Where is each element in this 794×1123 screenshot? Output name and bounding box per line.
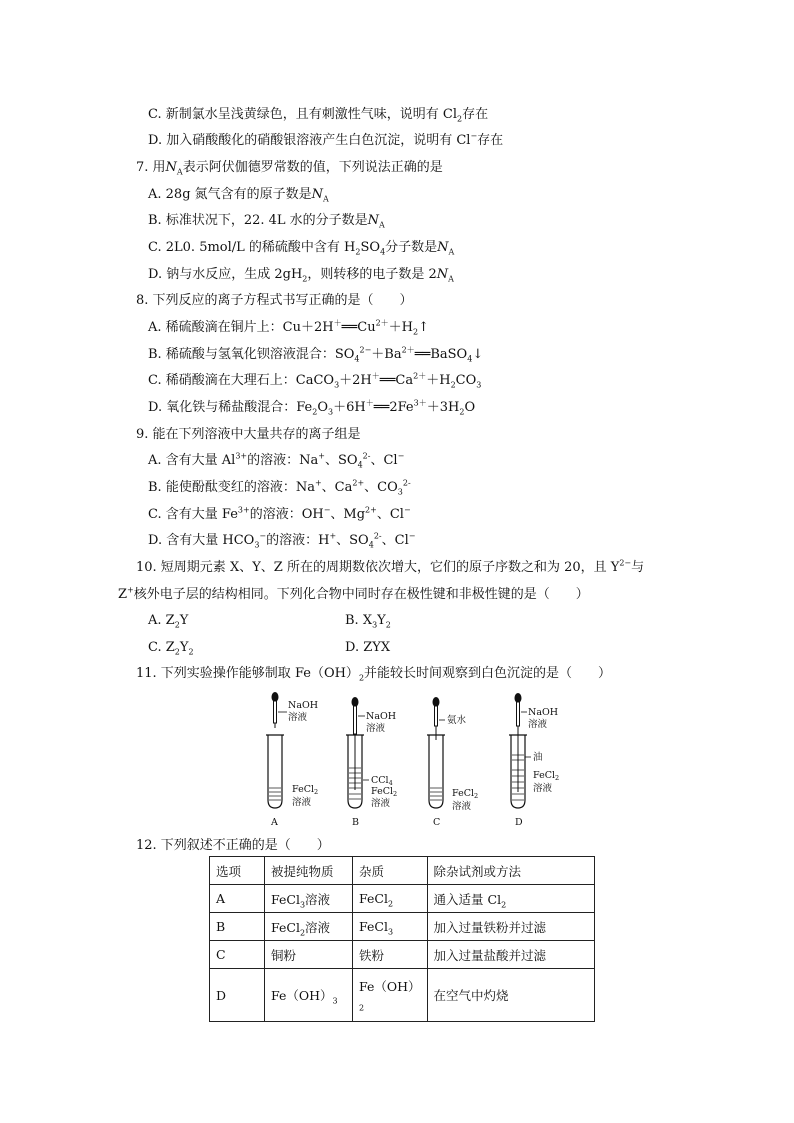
fig-b-solution: 溶液 <box>371 798 391 809</box>
q6-option-d: D. 加入硝酸酸化的硝酸银溶液产生白色沉淀，说明有 Cl−存在 <box>148 131 504 148</box>
apparatus-c <box>427 697 478 828</box>
apparatus-b <box>346 697 397 828</box>
q6-option-c: C. 新制氯水呈浅黄绿色，且有刺激性气味，说明有 $Cl_2$存在 <box>148 107 489 124</box>
q10-option-b: B. $X_3Y_2$ <box>345 613 391 630</box>
row-d-option: D <box>210 969 265 1022</box>
q7-option-c: C. 2L0. 5mol/L 的稀硫酸中含有 $H_2SO_4$分子数是$N_A$ <box>148 240 455 257</box>
q7-stem: 7. 用$N_A$表示阿伏伽德罗常数的值，下列说法正确的是 <box>136 160 443 177</box>
apparatus-d <box>509 693 559 828</box>
table-row <box>210 913 595 941</box>
row-c-substance: 铜粉 <box>265 941 353 969</box>
header-method: 除杂试剂或方法 <box>427 857 594 885</box>
fig-c-solution: 溶液 <box>452 801 472 812</box>
fig-d-solution: 溶液 <box>533 783 553 794</box>
header-option: 选项 <box>210 857 265 885</box>
header-substance: 被提纯物质 <box>265 857 353 885</box>
row-b-impurity: FeCl$_3$ <box>353 913 428 941</box>
fig-b-ccl4: CCl$_4$ <box>371 775 393 787</box>
fig-b-reagent-solution: 溶液 <box>366 723 386 734</box>
row-c-option: C <box>210 941 265 969</box>
q10-option-a: A. $Z_2Y$ <box>148 613 189 630</box>
impurity-removal-table <box>209 856 595 1022</box>
q8-option-a: A. 稀硫酸滴在铜片上：$Cu+2H^+══Cu^{2+}+H_2↑$ <box>148 318 430 337</box>
fig-c-ammonia: 氨水 <box>447 715 467 726</box>
table-row <box>210 885 595 913</box>
row-a-method: 通入适量 $Cl_2$ <box>427 885 594 913</box>
q8-option-d: D. 氧化铁与稀盐酸混合：$Fe_2O_3+6H^+══2Fe^{3+}+3H_2O$ <box>148 398 476 417</box>
q9-option-b: B. 能使酚酞变红的溶液：Na+、$Ca^{2+}$、$CO_3^{2-}$ <box>148 478 411 497</box>
row-b-method: 加入过量铁粉并过滤 <box>427 913 594 941</box>
fig-a-solution: 溶液 <box>292 797 312 808</box>
row-c-impurity: 铁粉 <box>353 941 428 969</box>
row-a-option: A <box>210 885 265 913</box>
fig-d-fecl2: FeCl$_2$ <box>533 770 560 782</box>
row-b-option: B <box>210 913 265 941</box>
table-row <box>210 941 595 969</box>
q8-option-b: B. 稀硫酸与氢氧化钡溶液混合：$SO_4^{2-}+Ba^{2+}══BaSO_4↓$ <box>148 345 484 364</box>
q9-option-a: A. 含有大量 $Al^{3+}$的溶液：Na+、$SO_4^{2-}$、Cl− <box>148 451 405 470</box>
fig-label-d: D <box>515 817 523 828</box>
q7-option-a: A. 28g 氮气含有的原子数是$N_A$ <box>148 187 329 204</box>
row-c-method: 加入过量盐酸并过滤 <box>427 941 594 969</box>
fig-label-a: A <box>271 817 278 828</box>
q12-stem: 12. 下列叙述不正确的是（ ） <box>136 838 330 853</box>
row-a-substance: FeCl$_3$溶液 <box>265 885 353 913</box>
q11-stem: 11. 下列实验操作能够制取 $Fe(OH)_2$并能较长时间观察到白色沉淀的是（ ） <box>136 666 612 683</box>
q9-stem: 9. 能在下列溶液中大量共存的离子组是 <box>136 427 361 442</box>
q10-stem-line2: Z+核外电子层的结构相同。下列化合物中同时存在极性键和非极性键的是（ ） <box>118 585 589 602</box>
apparatus-a <box>266 692 318 828</box>
row-b-substance: FeCl$_2$溶液 <box>265 913 353 941</box>
q7-option-b: B. 标准状况下，22. 4L 水的分子数是$N_A$ <box>148 213 385 230</box>
row-d-method: 在空气中灼烧 <box>427 969 594 1022</box>
q8-option-c: C. 稀硝酸滴在大理石上：$CaCO_3+2H^+══Ca^{2+}+H_2CO_3$ <box>148 371 482 390</box>
fig-a-reagent-name: NaOH <box>288 700 319 711</box>
q7-option-d: D. 钠与水反应，生成 $2gH_2$，则转移的电子数是 $2N_A$ <box>148 267 454 284</box>
fig-d-oil: 油 <box>533 752 543 763</box>
test-tube-apparatus-figure <box>255 690 560 830</box>
q9-option-d: D. 含有大量 $HCO_3^-$的溶液：H+、$SO_4^{2-}$、Cl− <box>148 531 416 550</box>
fig-a-reagent-solution: 溶液 <box>288 712 308 723</box>
fig-b-fecl2: FeCl$_2$ <box>371 786 398 798</box>
q10-option-c: C. $Z_2Y_2$ <box>148 640 194 657</box>
q9-option-c: C. 含有大量 $Fe^{3+}$的溶液：OH−、$Mg^{2+}$、Cl− <box>148 505 411 522</box>
q10-stem-line1: 10. 短周期元素 X、Y、Z 所在的周期数依次增大，它们的原子序数之和为 20，且 $Y^{2-}$与 <box>136 558 645 575</box>
fig-d-reagent-solution: 溶液 <box>528 719 548 730</box>
header-impurity: 杂质 <box>353 857 428 885</box>
table-row <box>210 969 595 1022</box>
row-d-substance: $Fe(OH)_3$ <box>265 969 353 1022</box>
fig-b-reagent-name: NaOH <box>366 711 397 722</box>
fig-label-b: B <box>352 817 359 828</box>
row-d-impurity: Fe（OH） $_2$ <box>353 969 428 1022</box>
fig-d-reagent-name: NaOH <box>528 707 559 718</box>
q8-stem: 8. 下列反应的离子方程式书写正确的是（ ） <box>136 293 413 308</box>
table-header-row <box>210 857 595 885</box>
row-a-impurity: FeCl$_2$ <box>353 885 428 913</box>
q10-option-d: D. ZYX <box>345 640 391 655</box>
fig-a-fecl2: FeCl$_2$ <box>292 784 319 796</box>
fig-c-fecl2: FeCl$_2$ <box>452 788 479 800</box>
fig-label-c: C <box>433 817 441 828</box>
